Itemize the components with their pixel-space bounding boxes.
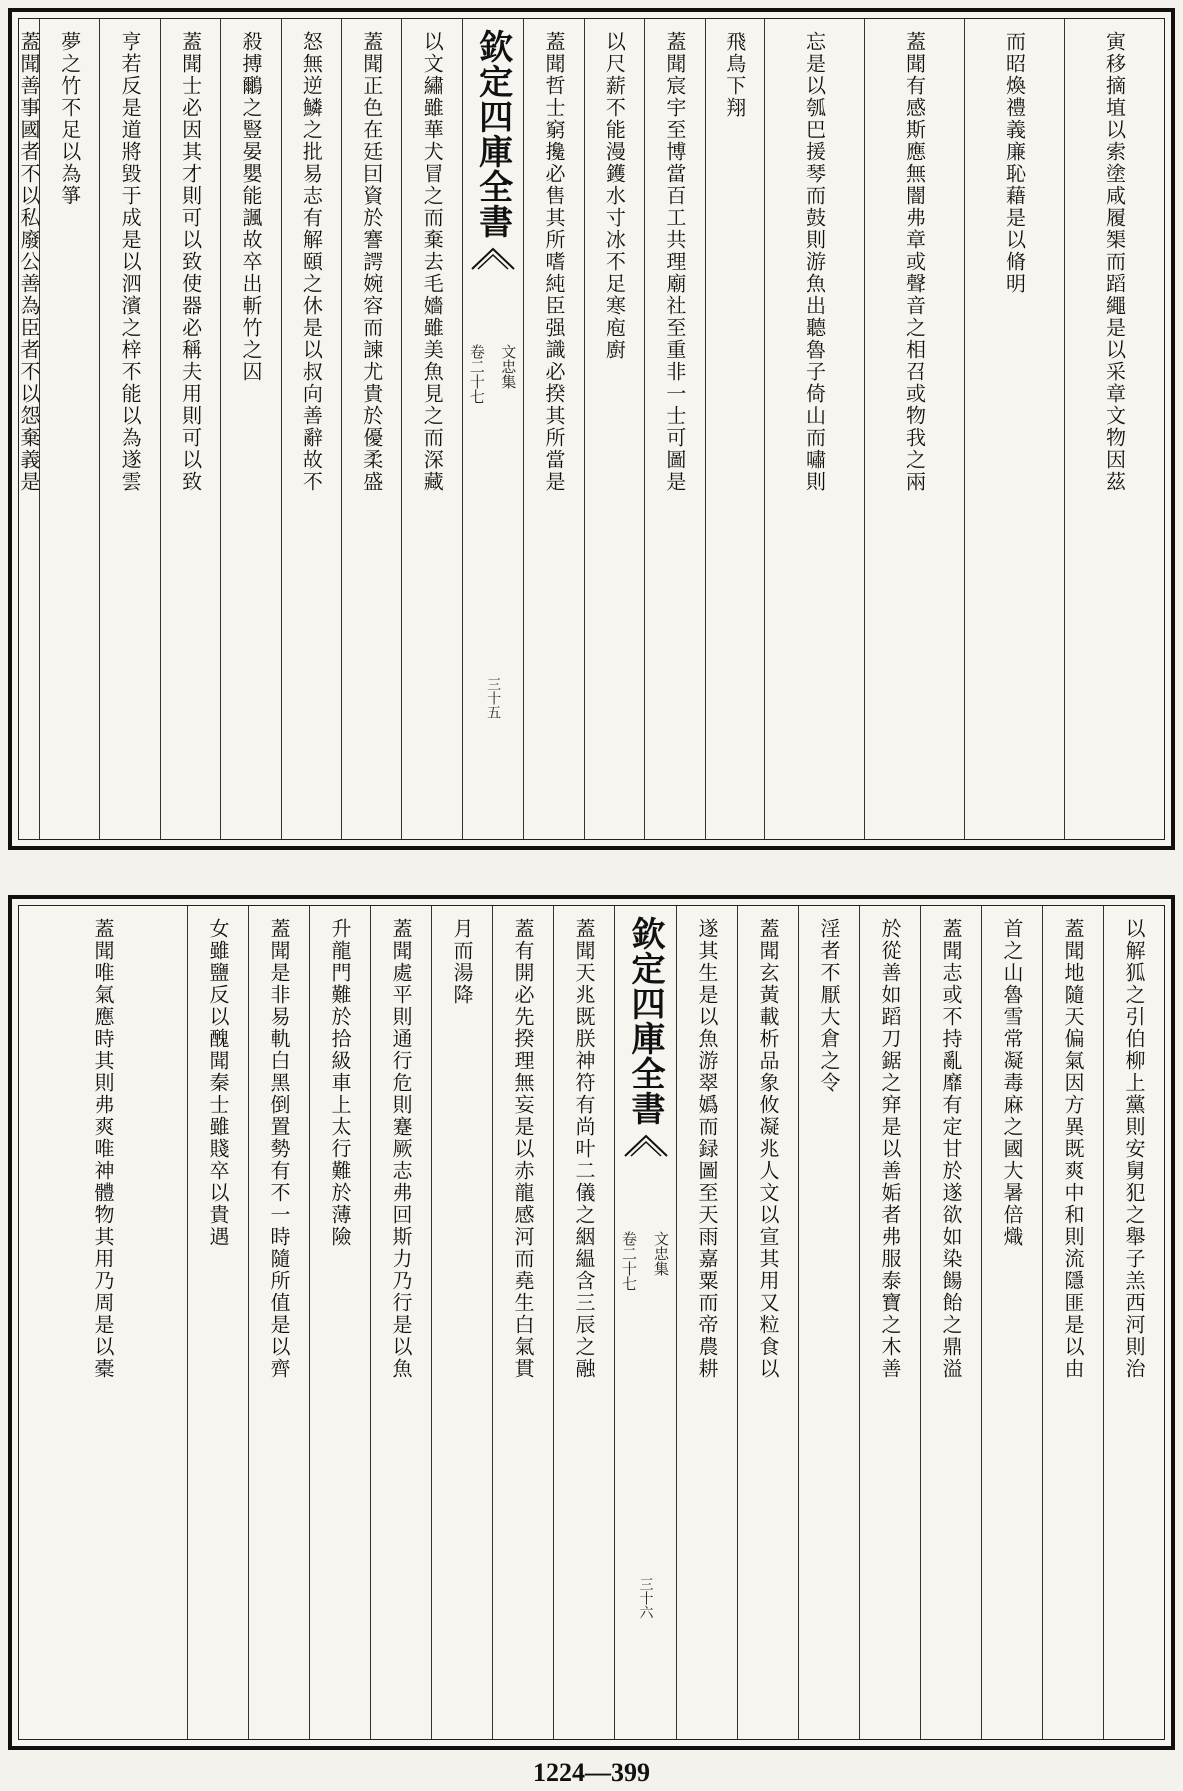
text-column: 蓋聞士必因其才則可以致使器必稱夫用則可以致	[160, 19, 220, 839]
volume-label: 卷二十七	[467, 344, 486, 404]
text-column: 淫者不厭大倉之令	[798, 906, 859, 1739]
text-column: 首之山魯雪常凝毒麻之國大暑倍熾	[981, 906, 1042, 1739]
collection-label: 文忠集	[652, 1231, 670, 1276]
text-column: 蓋聞是非易軌白黑倒置勢有不一時隨所值是以齊	[248, 906, 309, 1739]
text-column: 升龍門難於拾級車上太行難於薄險	[309, 906, 370, 1739]
text-column: 寅移摘埴以索塗咸履榘而蹈繩是以采章文物因茲	[1064, 19, 1164, 839]
text-column: 蓋聞玄黃載析品象攸凝兆人文以宣其用又粒食以	[737, 906, 798, 1739]
text-column: 以文繡雖華犬冒之而棄去毛嬙雖美魚見之而深藏	[401, 19, 461, 839]
text-column: 怒無逆鱗之批易志有解頤之休是以叔向善辭故不	[281, 19, 341, 839]
volume-label: 卷二十七	[620, 1231, 638, 1291]
top-text-frame	[18, 18, 1165, 840]
center-banner	[462, 19, 523, 839]
text-column: 蓋有開必先揆理無妄是以赤龍感河而堯生白氣貫	[492, 906, 553, 1739]
fish-tail-icon	[623, 1132, 669, 1158]
bottom-page	[8, 895, 1175, 1750]
text-column: 蓋聞善事國者不以私廢公善為臣者不以怨棄義是	[17, 31, 42, 493]
catalog-title: 欽定四庫全書	[625, 916, 665, 1126]
text-column: 蓋聞處平則通行危則蹇厥志弗回斯力乃行是以魚	[370, 906, 431, 1739]
text-column: 蓋聞志或不持亂靡有定甘於遂欲如染餳飴之鼎溢	[920, 906, 981, 1739]
text-column: 蓋聞地隨天偏氣因方異既爽中和則流隱匪是以由	[1042, 906, 1103, 1739]
text-column: 蓋聞哲士窮攙必售其所嗜純臣强識必揆其所當是	[523, 19, 583, 839]
text-column: 而昭煥禮義廉恥藉是以脩明	[964, 19, 1064, 839]
text-column: 蓋聞天兆既朕神符有尚叶二儀之絪緼含三辰之融	[553, 906, 614, 1739]
text-column: 於從善如蹈刀鋸之穽是以善姤者弗服泰寶之木善	[859, 906, 920, 1739]
text-column: 蓋聞唯氣應時其則弗爽唯神體物其用乃周是以橐	[91, 918, 115, 1380]
text-column: 殺搏鸍之豎晏嬰能諷故卒出斬竹之囚	[220, 19, 280, 839]
page-number: 三十六	[637, 1577, 654, 1619]
text-column: 女雖鹽反以醜聞秦士雖賤卒以貴遇	[187, 906, 248, 1739]
catalog-title: 欽定四庫全書	[472, 29, 513, 239]
text-column: 飛鳥下翔	[705, 19, 764, 839]
text-column: 以尺薪不能漫鑊水寸冰不足寒庖廚	[584, 19, 644, 839]
text-column: 蓋聞正色在廷囙資於謇諤婉容而諫尤貴於優柔盛	[341, 19, 401, 839]
text-column: 蓋聞宸宇至博當百工共理廟社至重非一士可圖是	[644, 19, 704, 839]
text-column: 遂其生是以魚游翠嬀而録圖至天雨嘉粟而帝農耕	[676, 906, 737, 1739]
text-column: 蓋聞有感斯應無闇弗章或聲音之相召或物我之兩	[864, 19, 964, 839]
bottom-text-frame	[18, 905, 1165, 1740]
text-column: 月而湯降	[431, 906, 492, 1739]
text-column: 忘是以瓠巴援琴而鼓則游魚出聽魯子倚山而嘯則	[764, 19, 864, 839]
page-footer-number: 1224—399	[533, 1758, 650, 1787]
text-column: 夢之竹不足以為箏	[39, 19, 99, 839]
text-column: 以解狐之引伯柳上黨則安舅犯之舉子羔西河則治	[1103, 906, 1164, 1739]
page-number: 三十五	[485, 677, 502, 719]
collection-label: 文忠集	[499, 344, 518, 389]
top-page	[8, 8, 1175, 850]
center-banner	[614, 906, 676, 1739]
text-column: 亨若反是道將毀于成是以泗濱之梓不能以為遂雲	[99, 19, 159, 839]
fish-tail-icon	[470, 245, 516, 271]
